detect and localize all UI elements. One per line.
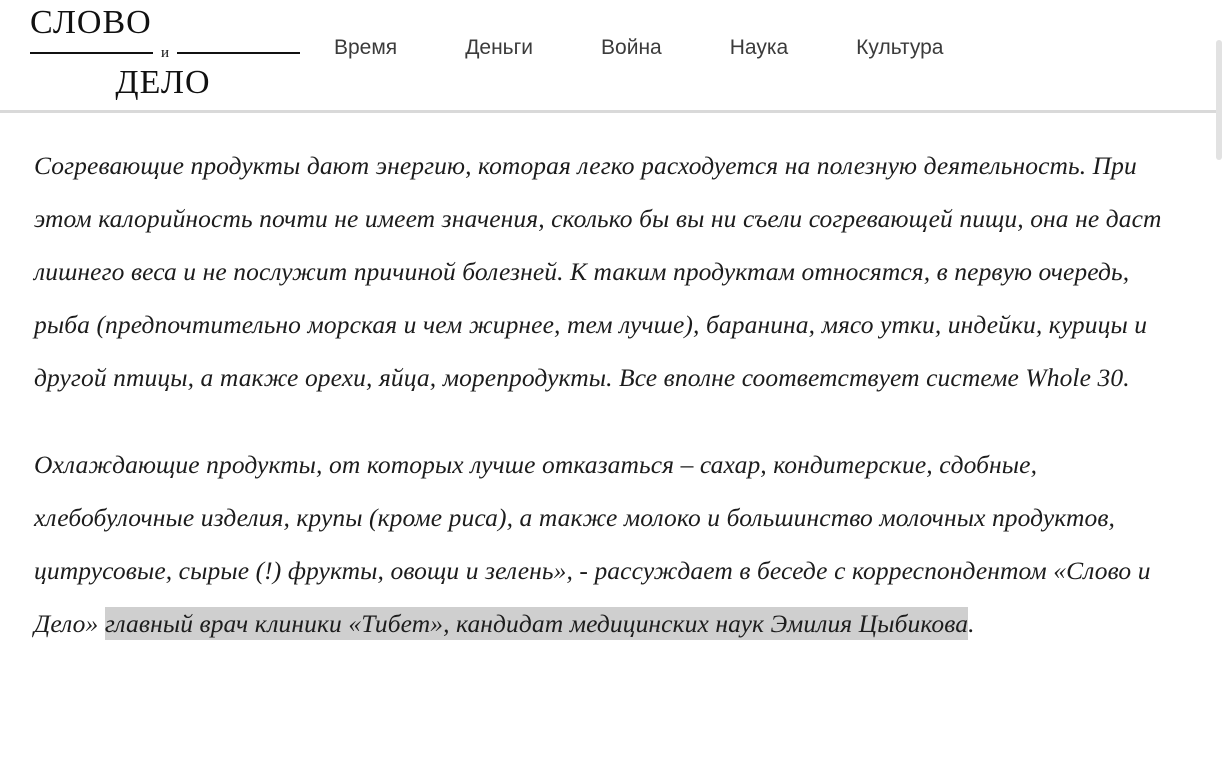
nav-item-vremya[interactable]: Время [334, 36, 398, 59]
page-scrollbar[interactable] [1216, 0, 1222, 774]
logo-line-delo: ДЕЛО [115, 64, 211, 101]
nav-item-kultura[interactable]: Культура [856, 36, 944, 59]
site-logo[interactable] [0, 0, 300, 102]
article-paragraph-2 [34, 438, 1188, 650]
logo-rule-right [177, 52, 300, 54]
nav-item-dengi[interactable]: Деньги [465, 36, 534, 59]
logo-conjunction: и [160, 45, 170, 61]
article-body [0, 113, 1222, 650]
logo-line-slovo: СЛОВО [30, 4, 152, 41]
paragraph-2-lead-text: Охлаждающие продукты, от которых лучше отказаться – сахар, кондитерские, сдобные, хлебобулочные изделия, крупы (кроме риса), а также молоко и большинство молочных продуктов, цитрусовые, сырые (!) фрукты, овощи и зелень», - рассуждает в беседе с корреспондентом «Слово и Дело» [34, 450, 1151, 638]
nav-item-voyna[interactable]: Война [601, 36, 662, 59]
page-scrollbar-thumb[interactable] [1216, 40, 1222, 160]
logo-middle-row [30, 42, 300, 64]
paragraph-2-tail-text: . [968, 609, 975, 638]
logo-rule-left [30, 52, 153, 54]
highlighted-expert-attribution: главный врач клиники «Тибет», кандидат медицинских наук Эмилия Цыбикова [104, 609, 969, 638]
article-paragraph-1: Согревающие продукты дают энергию, которая легко расходуется на полезную деятельность. При этом калорийность почти не имеет значения, сколько бы вы ни съели согревающей пищи, она не даст лишнего веса и не послужит причиной болезней. К таким продуктам относятся, в первую очередь, рыба (предпочтительно морская и чем жирнее, тем лучше), баранина, мясо утки, индейки, курицы и другой птицы, а также орехи, яйца, морепродукты. Все вполне соответствует системе Whole 30. [34, 151, 1162, 392]
main-navigation [300, 0, 1222, 62]
site-header [0, 0, 1222, 110]
nav-item-nauka[interactable]: Наука [729, 36, 789, 59]
